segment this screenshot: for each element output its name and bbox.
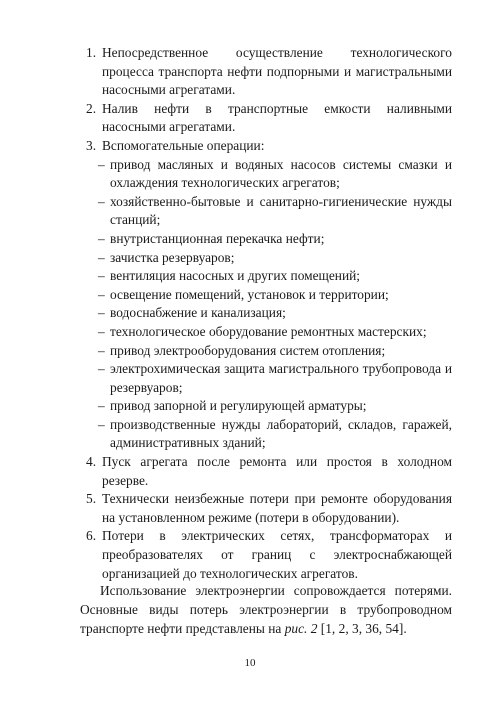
item-number: 5. [86, 491, 97, 507]
item-text: Пуск агрегата после ремонта или простоя в холодном резерве. [102, 454, 452, 488]
sub-item-text: зачистка резервуаров; [110, 249, 235, 265]
list-item [86, 44, 452, 100]
dash-marker: – [98, 286, 105, 302]
sub-list-item [90, 304, 452, 323]
sub-item-text: привод электрооборудования систем отопления; [110, 342, 386, 358]
sub-list-item [90, 193, 452, 230]
sub-list-item [90, 323, 452, 342]
sub-item-text: внутристанционная перекачка нефти; [110, 230, 325, 246]
sub-item-text: технологическое оборудование ремонтных мастерских; [110, 323, 427, 339]
dash-marker: – [98, 361, 105, 377]
list-item [86, 100, 452, 137]
sub-item-text: производственные нужды лабораторий, складов, гаражей, административных зданий; [110, 416, 452, 451]
dash-marker: – [98, 323, 105, 339]
dash-marker: – [98, 193, 105, 209]
dash-marker: – [98, 249, 105, 265]
sub-item-text: освещение помещений, установок и территории; [110, 286, 389, 302]
item-number: 4. [86, 454, 97, 470]
sub-list-item [90, 416, 452, 453]
citation-list: [1, 2, 3, 36, 54]. [317, 620, 407, 636]
list-item [86, 137, 452, 156]
item-text: Технически неизбежные потери при ремонте оборудования на установленном режиме (потери в оборудовании). [102, 491, 452, 525]
sub-list-item [90, 286, 452, 305]
body-paragraph [80, 582, 452, 638]
sub-item-text: хозяйственно-бытовые и санитарно-гигиенические нужды станций; [110, 193, 452, 228]
figure-reference: рис. 2 [284, 620, 318, 636]
dash-marker: – [98, 230, 105, 246]
sub-list-item [90, 230, 452, 249]
sub-list-item [90, 156, 452, 193]
sub-list-item [90, 267, 452, 286]
sub-item-text: привод запорной и регулирующей арматуры; [110, 398, 367, 414]
item-number: 6. [86, 528, 97, 544]
list-item [86, 453, 452, 490]
dash-marker: – [98, 156, 105, 172]
dash-marker: – [98, 398, 105, 414]
list-item [86, 527, 452, 583]
sub-item-text: привод масляных и водяных насосов системы смазки и охлаждения технологических агрегатов; [110, 156, 452, 191]
paragraph-text: Использование электроэнергии сопровождается потерями. Основные виды потерь электроэнергии в трубопроводном транспорте нефти представлены на [80, 583, 452, 636]
sub-item-text: электрохимическая защита магистрального трубопровода и резервуаров; [110, 361, 452, 395]
sub-list-item [90, 249, 452, 268]
sub-list-item [90, 397, 452, 416]
dash-marker: – [98, 416, 105, 432]
item-text: Налив нефти в транспортные емкости наливными насосными агрегатами. [102, 100, 452, 135]
sub-item-text: водоснабжение и канализация; [110, 305, 286, 321]
item-text: Потери в электрических сетях, трансформаторах и преобразователях от границ с электроснабжающей организацией до технологических агрегатов. [102, 528, 452, 581]
sub-list-item [90, 360, 452, 397]
operations-list [86, 44, 452, 583]
item-number: 1. [86, 45, 97, 60]
dash-marker: – [98, 342, 105, 358]
page-number: 10 [244, 657, 256, 669]
sub-list-item [90, 342, 452, 361]
item-text: Непосредственное осуществление технологического процесса транспорта нефти подпорными и магистральными насосными агрегатами. [102, 45, 452, 98]
list-item [86, 490, 452, 527]
dash-marker: – [98, 268, 105, 284]
dash-marker: – [98, 305, 105, 321]
item-number: 2. [86, 100, 97, 116]
item-number: 3. [86, 137, 97, 153]
sub-item-text: вентиляция насосных и других помещений; [110, 268, 361, 284]
item-text: Вспомогательные операции: [102, 137, 265, 153]
